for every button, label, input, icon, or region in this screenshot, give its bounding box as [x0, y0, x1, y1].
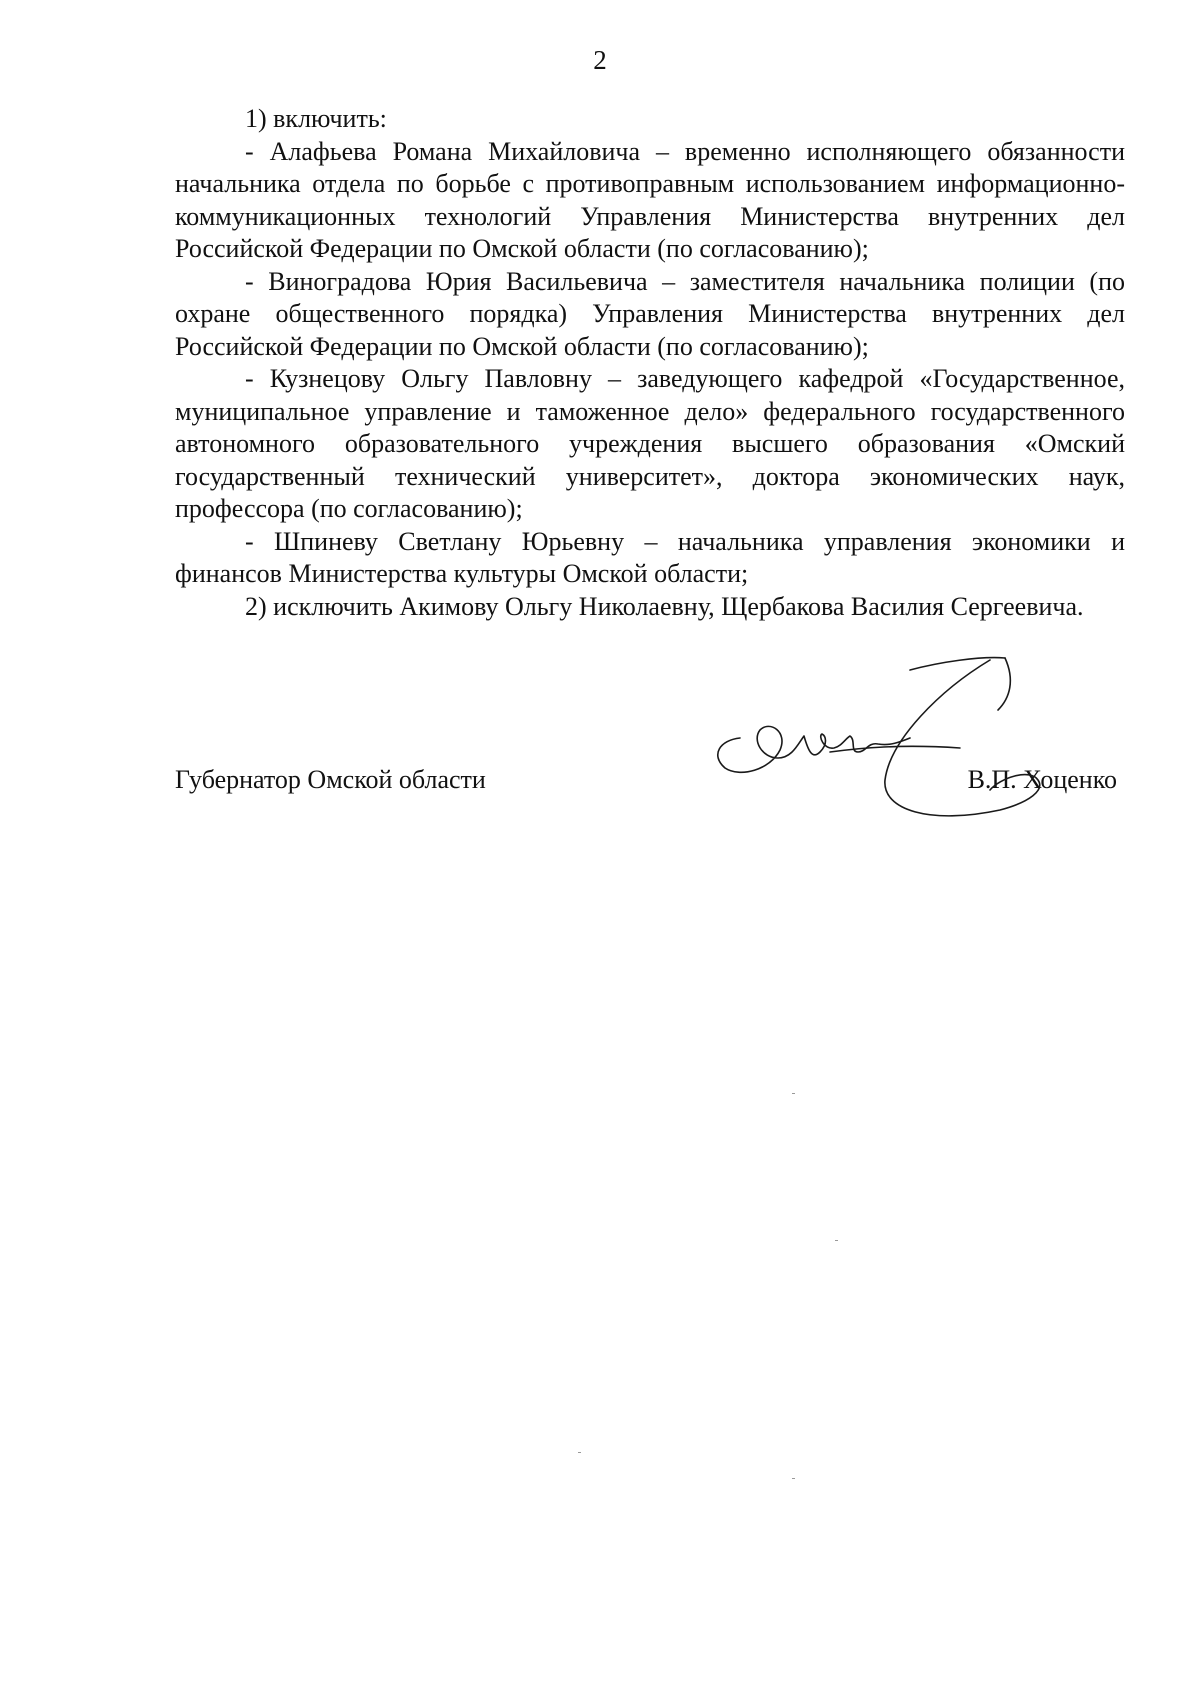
scan-speck: [792, 1478, 795, 1479]
scan-speck: [792, 1093, 795, 1094]
scan-speck: [578, 1452, 581, 1453]
handwritten-signature-icon: [700, 640, 1100, 860]
document-body: [175, 103, 1125, 623]
page-number: 2: [593, 45, 607, 75]
paragraph-alafyev: - Алафьева Романа Михайловича – временно исполняющего обязанности начальника отдела по борьбе с противоправным использованием информационно-коммуникационных технологий Управления Министерства внутренних дел Российской Федерации по Омской области (по согласованию);: [175, 136, 1125, 263]
signer-title: Губернатор Омской области: [175, 765, 486, 794]
signer-name: В.П. Хоценко: [967, 765, 1117, 794]
paragraph-exclude: 2) исключить Акимову Ольгу Николаевну, Щербакова Василия Сергеевича.: [245, 591, 1084, 621]
paragraph-kuznetsova: - Кузнецову Ольгу Павловну – заведующего кафедрой «Государственное, муниципальное управление и таможенное дело» федерального государственного автономного образовательного учреждения высшего образования «Омский государственный технический университет», доктора экономических наук, профессора (по согласованию);: [175, 364, 1125, 523]
paragraph-shpineva: - Шпиневу Светлану Юрьевну – начальника управления экономики и финансов Министерства культуры Омской области;: [175, 526, 1125, 588]
paragraph-include-heading: 1) включить:: [245, 104, 387, 133]
paragraph-vinogradov: - Виноградова Юрия Васильевича – заместителя начальника полиции (по охране общественного порядка) Управления Министерства внутренних дел Российской Федерации по Омской области (по согласованию);: [175, 266, 1125, 361]
scan-speck: [835, 1240, 838, 1241]
